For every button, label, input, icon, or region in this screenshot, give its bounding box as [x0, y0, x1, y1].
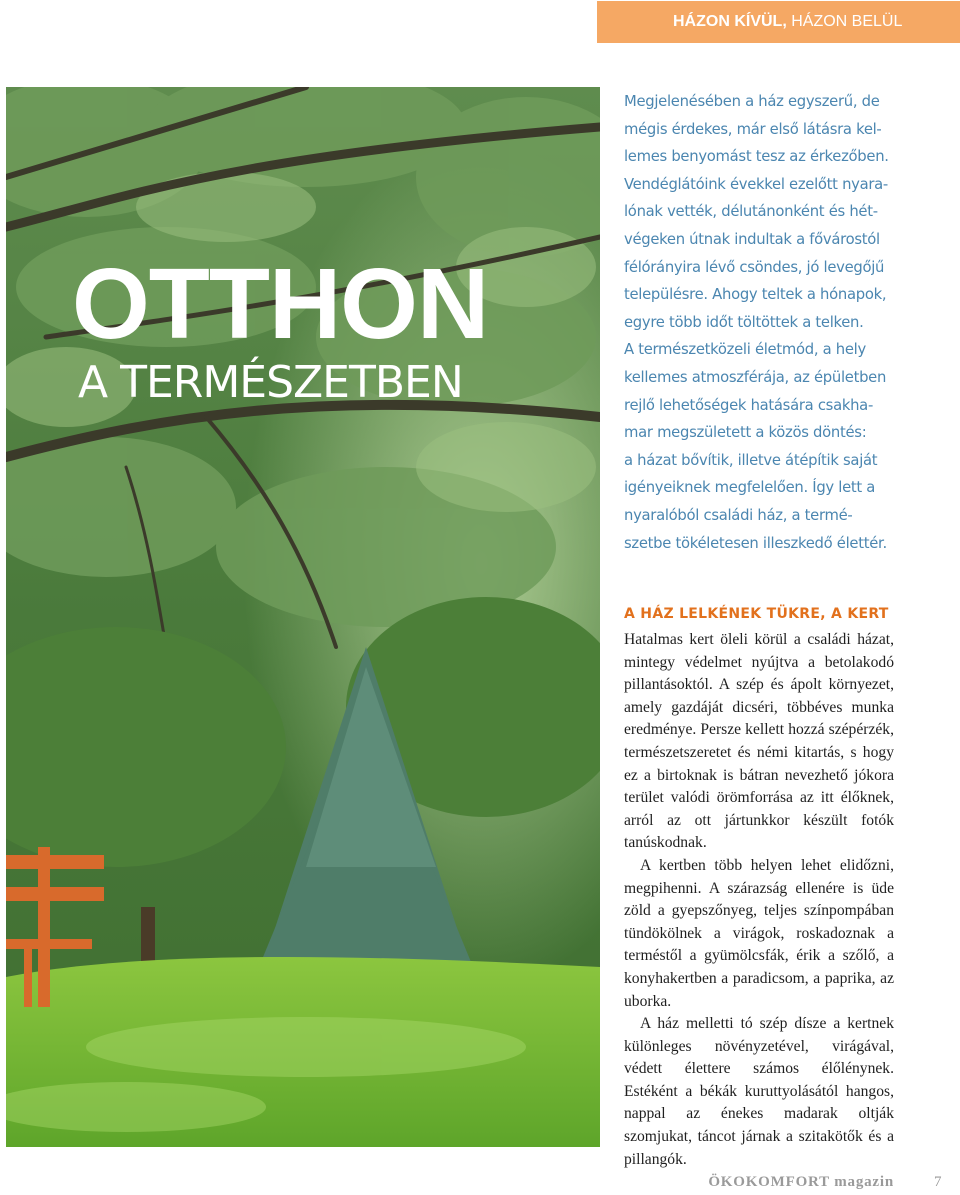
title-subtitle: A TERMÉSZETBEN [78, 357, 463, 408]
intro-line: mégis érdekes, már első látásra kel- [624, 120, 882, 138]
body-paragraph: Hatalmas kert öleli körül a családi házat, mintegy védelmet nyújtva a betolakodó pillantásoktól. A szép és ápolt környezet, amely gazdáját dicséri, többéves munka eredménye. Persze kellett hozzá szépérzék, természetszeretet és némi kitartás, s hogy ez a birtoknak is bátran nevezhető jókora terület valódi örömforrása az itt élőknek, arról az ott jártunkkor készült fotók tanúskodnak. [624, 631, 894, 852]
section-heading: A HÁZ LELKÉNEK TÜKRE, A KERT [624, 606, 889, 622]
intro-line: Vendéglátóink évekkel ezelőtt nyara- [624, 175, 888, 193]
intro-line: nyaralóból családi ház, a termé- [624, 506, 853, 524]
intro-line: kellemes atmoszférája, az épületben [624, 368, 887, 386]
body-paragraph: A ház melletti tó szép dísze a kertnek különleges növényzetével, virágával, védett élettere számos élőlénynek. Estéként a békák kuruttyolásától hangos, nappal az énekes madarak oltják szomjukat, táncot járnak a szitakötők és a pillangók. [624, 1015, 894, 1168]
article-body [624, 629, 894, 1171]
garden-illustration [6, 87, 600, 1147]
page-number: 7 [934, 1174, 942, 1190]
intro-line: A természetközeli életmód, a hely [624, 341, 866, 359]
page-footer [708, 1174, 942, 1191]
intro-line: szetbe tökéletesen illeszkedő élettér. [624, 534, 887, 552]
banner-bold-text: HÁZON KÍVÜL, [673, 13, 787, 30]
intro-line: lónak vették, délutánonként és hét- [624, 203, 878, 221]
intro-line: végeken útnak indultak a fővárostól [624, 230, 880, 248]
intro-line: lemes benyomást tesz az érkezőben. [624, 148, 889, 166]
banner-light-text: HÁZON BELÜL [791, 13, 903, 30]
intro-paragraph [624, 88, 924, 557]
intro-line: rejlő lehetőségek hatására csakha- [624, 396, 873, 414]
intro-line: igényeiknek megfelelően. Így lett a [624, 479, 876, 497]
intro-line: településre. Ahogy teltek a hónapok, [624, 286, 887, 304]
intro-line: egyre több időt töltöttek a telken. [624, 313, 864, 331]
intro-line: a házat bővítik, illetve átépítik saját [624, 451, 878, 469]
intro-line: Megjelenésében a ház egyszerű, de [624, 93, 880, 110]
garden-photo [6, 87, 600, 1147]
section-banner [597, 1, 960, 43]
article-title [72, 250, 488, 408]
title-main: OTTHON [72, 248, 489, 360]
intro-line: mar megszületett a közös döntés: [624, 424, 867, 442]
intro-line: félórányira lévő csöndes, jó levegőjű [624, 258, 885, 276]
body-paragraph: A kertben több helyen lehet elidőzni, megpihenni. A szárazság ellenére is üde zöld a gyepszőnyeg, teljes színpompában tündökölnek a virágok, roskadoznak a terméstől a gyümölcsfák, érik a szőlő, a konyhakertben a paradicsom, a paprika, az uborka. [624, 856, 894, 1010]
magazine-name: ÖKOKOMFORT magazin [708, 1174, 894, 1190]
